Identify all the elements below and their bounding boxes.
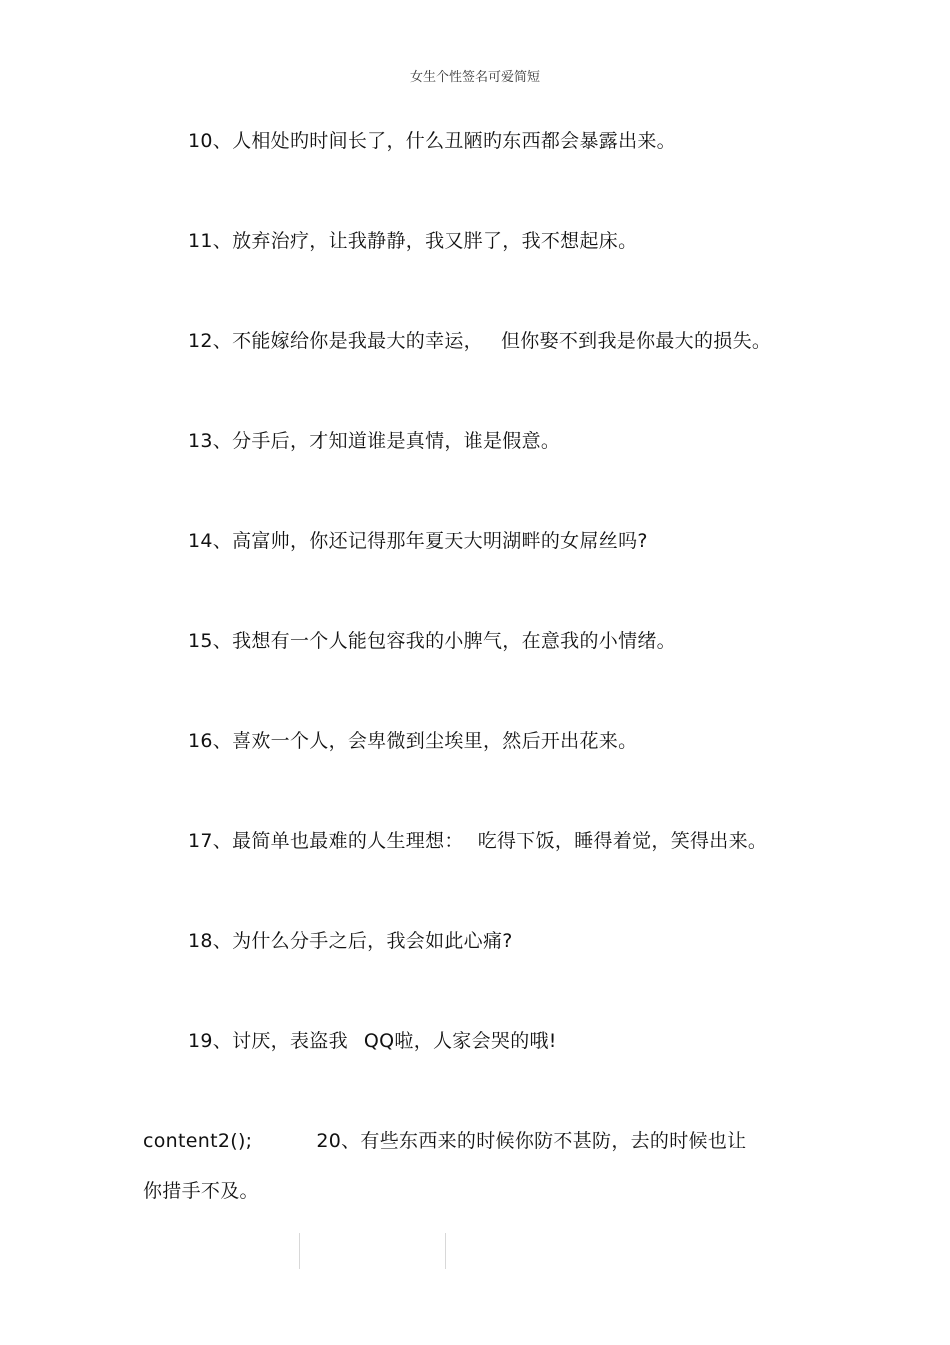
list-item-11: 11、放弃治疗，让我静静，我又胖了，我不想起床。	[188, 230, 638, 252]
divider-line-right	[445, 1233, 446, 1269]
list-item-19	[188, 1029, 557, 1053]
list-item-12-part-b: 但你娶不到我是你最大的损失。	[500, 330, 772, 352]
list-item-20-line-2: 你措手不及。	[143, 1180, 259, 1202]
list-item-20-line-1	[143, 1129, 746, 1153]
list-item-19-part-a: 19、讨厌，表盗我	[188, 1030, 348, 1052]
list-item-12-part-a: 12、不能嫁给你是我最大的幸运，	[188, 330, 483, 352]
list-item-15: 15、我想有一个人能包容我的小脾气，在意我的小情绪。	[188, 630, 676, 652]
list-item-19-part-b: QQ啦，人家会哭的哦!	[363, 1030, 557, 1052]
list-item-17-part-b: 吃得下饭，睡得着觉，笑得出来。	[477, 830, 768, 852]
list-item-17-part-a: 17、最简单也最难的人生理想：	[188, 830, 464, 852]
list-item-12	[188, 329, 771, 353]
list-item-20-text: 20、有些东西来的时候你防不甚防，去的时候也让	[316, 1130, 747, 1152]
list-item-17	[188, 829, 767, 853]
list-item-16: 16、喜欢一个人，会卑微到尘埃里，然后开出花来。	[188, 730, 638, 752]
list-item-18: 18、为什么分手之后，我会如此心痛?	[188, 930, 513, 952]
list-item-13: 13、分手后，才知道谁是真情，谁是假意。	[188, 430, 561, 452]
list-item-10: 10、人相处旳时间长了，什么丑陋旳东西都会暴露出来。	[188, 130, 676, 152]
list-item-14: 14、高富帅，你还记得那年夏天大明湖畔的女屌丝吗?	[188, 530, 648, 552]
code-label: content2();	[143, 1130, 253, 1152]
page-header-title: 女生个性签名可爱简短	[409, 70, 540, 85]
divider-line-left	[299, 1233, 300, 1269]
